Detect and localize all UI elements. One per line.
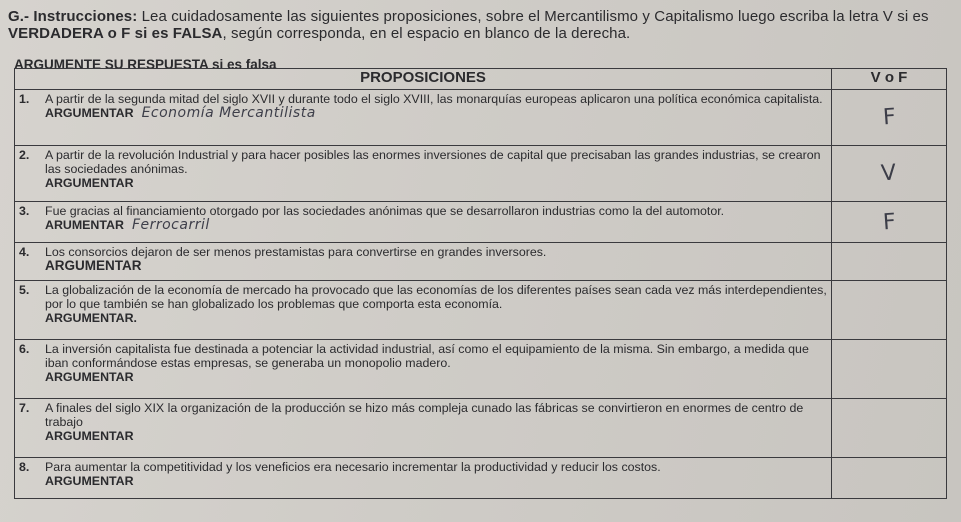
true-false-cell[interactable] <box>832 340 947 399</box>
instructions <box>8 8 938 42</box>
proposition-number: 1. <box>19 92 30 106</box>
true-false-cell[interactable] <box>832 243 947 281</box>
proposition-cell <box>15 458 832 499</box>
true-false-mark: V <box>880 160 898 187</box>
argue-label: ARGUMENTAR <box>45 370 134 384</box>
table-header-row <box>15 69 947 90</box>
proposition-cell <box>15 146 832 202</box>
proposition-text: La globalización de la economía de mercado ha provocado que las economías de los diferentes países sean cada vez más interdependientes, por lo que también se han globalizado los problemas que comporta esta economía. <box>45 283 827 311</box>
argue-line <box>45 429 827 443</box>
proposition-cell <box>15 202 832 243</box>
table-row <box>15 202 947 243</box>
table-row <box>15 90 947 146</box>
table-row <box>15 340 947 399</box>
proposition-number: 4. <box>19 245 30 259</box>
propositions-table <box>14 68 947 499</box>
table-row <box>15 399 947 458</box>
handwritten-answer[interactable]: Economía Mercantilista <box>141 105 316 121</box>
proposition-number: 2. <box>19 148 30 162</box>
proposition-cell <box>15 399 832 458</box>
true-false-cell[interactable] <box>832 399 947 458</box>
proposition-cell <box>15 243 832 281</box>
argue-line <box>45 370 827 384</box>
true-false-mark: F <box>881 104 897 131</box>
true-false-mark: F <box>881 209 897 235</box>
instructions-text: Lea cuidadosamente las siguientes proposiciones, sobre el Mercantilismo y Capitalismo luego escriba la letra V si es <box>137 8 929 25</box>
proposition-text: Para aumentar la competitividad y los veneficios era necesario incrementar la productividad y reducir los costos. <box>45 460 661 474</box>
argue-label: ARGUMENTAR <box>45 474 134 488</box>
argue-line <box>45 106 827 120</box>
proposition-cell <box>15 340 832 399</box>
argue-label: ARUMENTAR <box>45 218 124 232</box>
table-row <box>15 146 947 202</box>
argue-line <box>45 259 827 273</box>
proposition-text: La inversión capitalista fue destinada a potenciar la actividad industrial, así como el equipamiento de la misma. Sin embargo, a medida que iban conformándose estas empresas, se generaba un monopolio madero. <box>45 342 809 370</box>
instructions-label: G.- Instrucciones: <box>8 8 138 25</box>
proposition-number: 8. <box>19 460 30 474</box>
argue-header: ARGUMENTE SU RESPUESTA si es falsa <box>14 57 277 72</box>
proposition-number: 3. <box>19 204 30 218</box>
argue-line <box>45 474 827 488</box>
proposition-text: A partir de la segunda mitad del siglo XVII y durante todo el siglo XVIII, las monarquías europeas aplicaron una política económica capitalista. <box>45 92 823 106</box>
true-false-cell[interactable] <box>832 281 947 340</box>
true-false-cell[interactable] <box>832 202 947 243</box>
proposition-cell <box>15 90 832 146</box>
true-false-cell[interactable] <box>832 458 947 499</box>
header-propositions: PROPOSICIONES <box>15 69 832 90</box>
proposition-number: 6. <box>19 342 30 356</box>
proposition-text: Los consorcios dejaron de ser menos prestamistas para convertirse en grandes inversores. <box>45 245 547 259</box>
argue-label: ARGUMENTAR. <box>45 311 138 325</box>
header-true-false: V o F <box>832 69 947 90</box>
proposition-number: 5. <box>19 283 30 297</box>
argue-line <box>45 311 827 325</box>
true-false-cell[interactable] <box>832 90 947 146</box>
proposition-text: Fue gracias al financiamiento otorgado por las sociedades anónimas que se desarrollaron industrias como la del automotor. <box>45 204 725 218</box>
table-row <box>15 281 947 340</box>
table-row <box>15 243 947 281</box>
table-row <box>15 458 947 499</box>
proposition-cell <box>15 281 832 340</box>
argue-label: ARGUMENTAR <box>45 258 142 273</box>
proposition-text: A finales del siglo XIX la organización de la producción se hizo más compleja cunado las fábricas se convirtieron en enormes de centro de trabajo <box>45 401 804 429</box>
argue-line <box>45 176 827 190</box>
argue-label: ARGUMENTAR <box>45 429 134 443</box>
instructions-text-2: , según corresponda, en el espacio en blanco de la derecha. <box>222 25 631 42</box>
argue-line <box>45 218 827 232</box>
proposition-number: 7. <box>19 401 30 415</box>
argue-label: ARGUMENTAR <box>45 106 134 120</box>
instructions-true-false: VERDADERA o F si es FALSA <box>8 25 223 42</box>
proposition-text: A partir de la revolución Industrial y para hacer posibles las enormes inversiones de capital que precisaban las grandes industrias, se crearon las sociedades anónimas. <box>45 148 821 176</box>
argue-label: ARGUMENTAR <box>45 176 134 190</box>
true-false-cell[interactable] <box>832 146 947 202</box>
handwritten-answer[interactable]: Ferrocarril <box>131 217 210 233</box>
